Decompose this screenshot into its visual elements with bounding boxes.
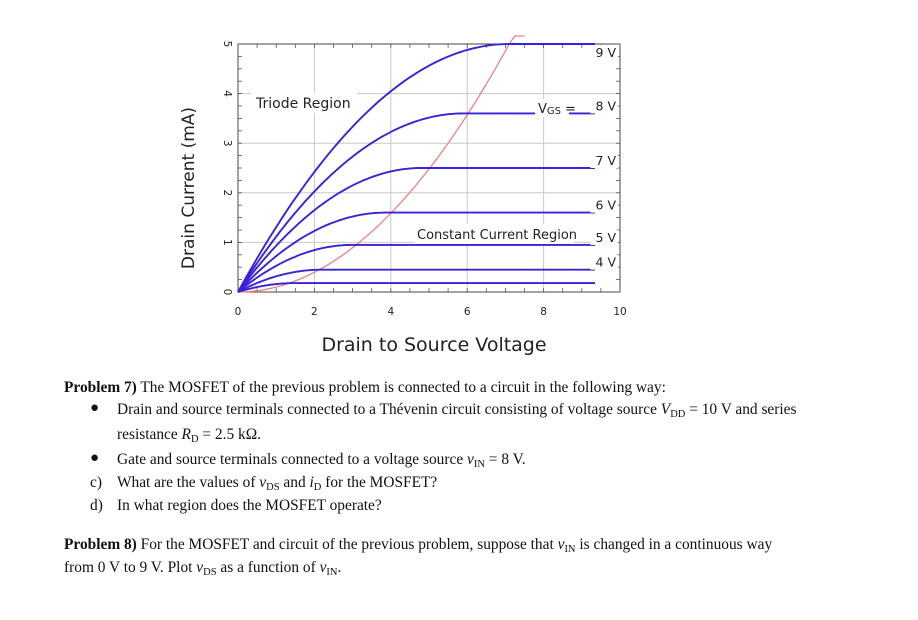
problem7-heading: Problem 7) — [64, 379, 137, 396]
y-tick-label: 0 — [221, 288, 233, 296]
id-vds-curves — [238, 44, 595, 292]
series-label: 8 V — [595, 98, 616, 114]
series-label: 6 V — [595, 197, 616, 213]
chart-tick-labels — [221, 41, 627, 318]
vgs-label: VGS = — [538, 102, 576, 117]
bullet-icon: ● — [90, 400, 100, 416]
problem7-part-c: c) What are the values of $v_{DS}$ and $i_D$ for the MOSFET? — [90, 474, 438, 493]
y-tick-label: 1 — [221, 239, 233, 246]
triode-region-label: Triode Region — [256, 96, 351, 112]
problem7-bullet2: Gate and source terminals connected to a voltage source $v_{IN} = 8$ V. — [117, 451, 526, 470]
y-tick-label: 4 — [221, 90, 233, 97]
y-axis-title: Drain Current (mA) — [179, 106, 199, 270]
problem7-part-d: d) In what region does the MOSFET operate? — [90, 497, 382, 514]
problem7-bullet1-cont: resistance $R_D = 2.5$ kΩ. — [117, 426, 261, 445]
series-label: 4 V — [595, 254, 616, 270]
y-tick-label: 5 — [221, 40, 233, 48]
series-label: 7 V — [595, 153, 616, 168]
series-label: 5 V — [595, 229, 616, 245]
x-tick-label: 6 — [463, 306, 471, 318]
id-vds-curve — [238, 270, 595, 292]
x-tick-label: 2 — [311, 306, 318, 318]
id-vds-curve — [238, 245, 595, 292]
x-tick-label: 0 — [234, 306, 242, 318]
problem7-intro-line — [64, 378, 666, 398]
problem8-line2: from 0 V to 9 V. Plot $v_{DS}$ as a function of $v_{IN}$. — [64, 559, 342, 578]
problem8-line1: Problem 8) For the MOSFET and circuit of the previous problem, suppose that $v_{IN}$ is changed in a continuous way — [64, 536, 773, 555]
x-tick-label: 4 — [387, 306, 395, 318]
series-label: 9 V — [595, 45, 616, 60]
series-labels — [590, 45, 618, 270]
bullet-icon: ● — [90, 450, 100, 466]
y-tick-label: 2 — [221, 189, 233, 197]
y-tick-label: 3 — [221, 139, 233, 147]
x-axis-title: Drain to Source Voltage — [321, 334, 547, 356]
problem7-intro: The MOSFET of the previous problem is connected to a circuit in the following way: — [140, 379, 666, 396]
problem7-bullet1: Drain and source terminals connected to a Thévenin circuit consisting of voltage source $V_{DD} = 10$ V and series — [117, 401, 797, 420]
x-tick-label: 10 — [613, 306, 627, 318]
x-tick-label: 8 — [540, 306, 547, 318]
id-vds-curve — [238, 283, 595, 292]
constant-current-region-label: Constant Current Region — [417, 228, 578, 243]
